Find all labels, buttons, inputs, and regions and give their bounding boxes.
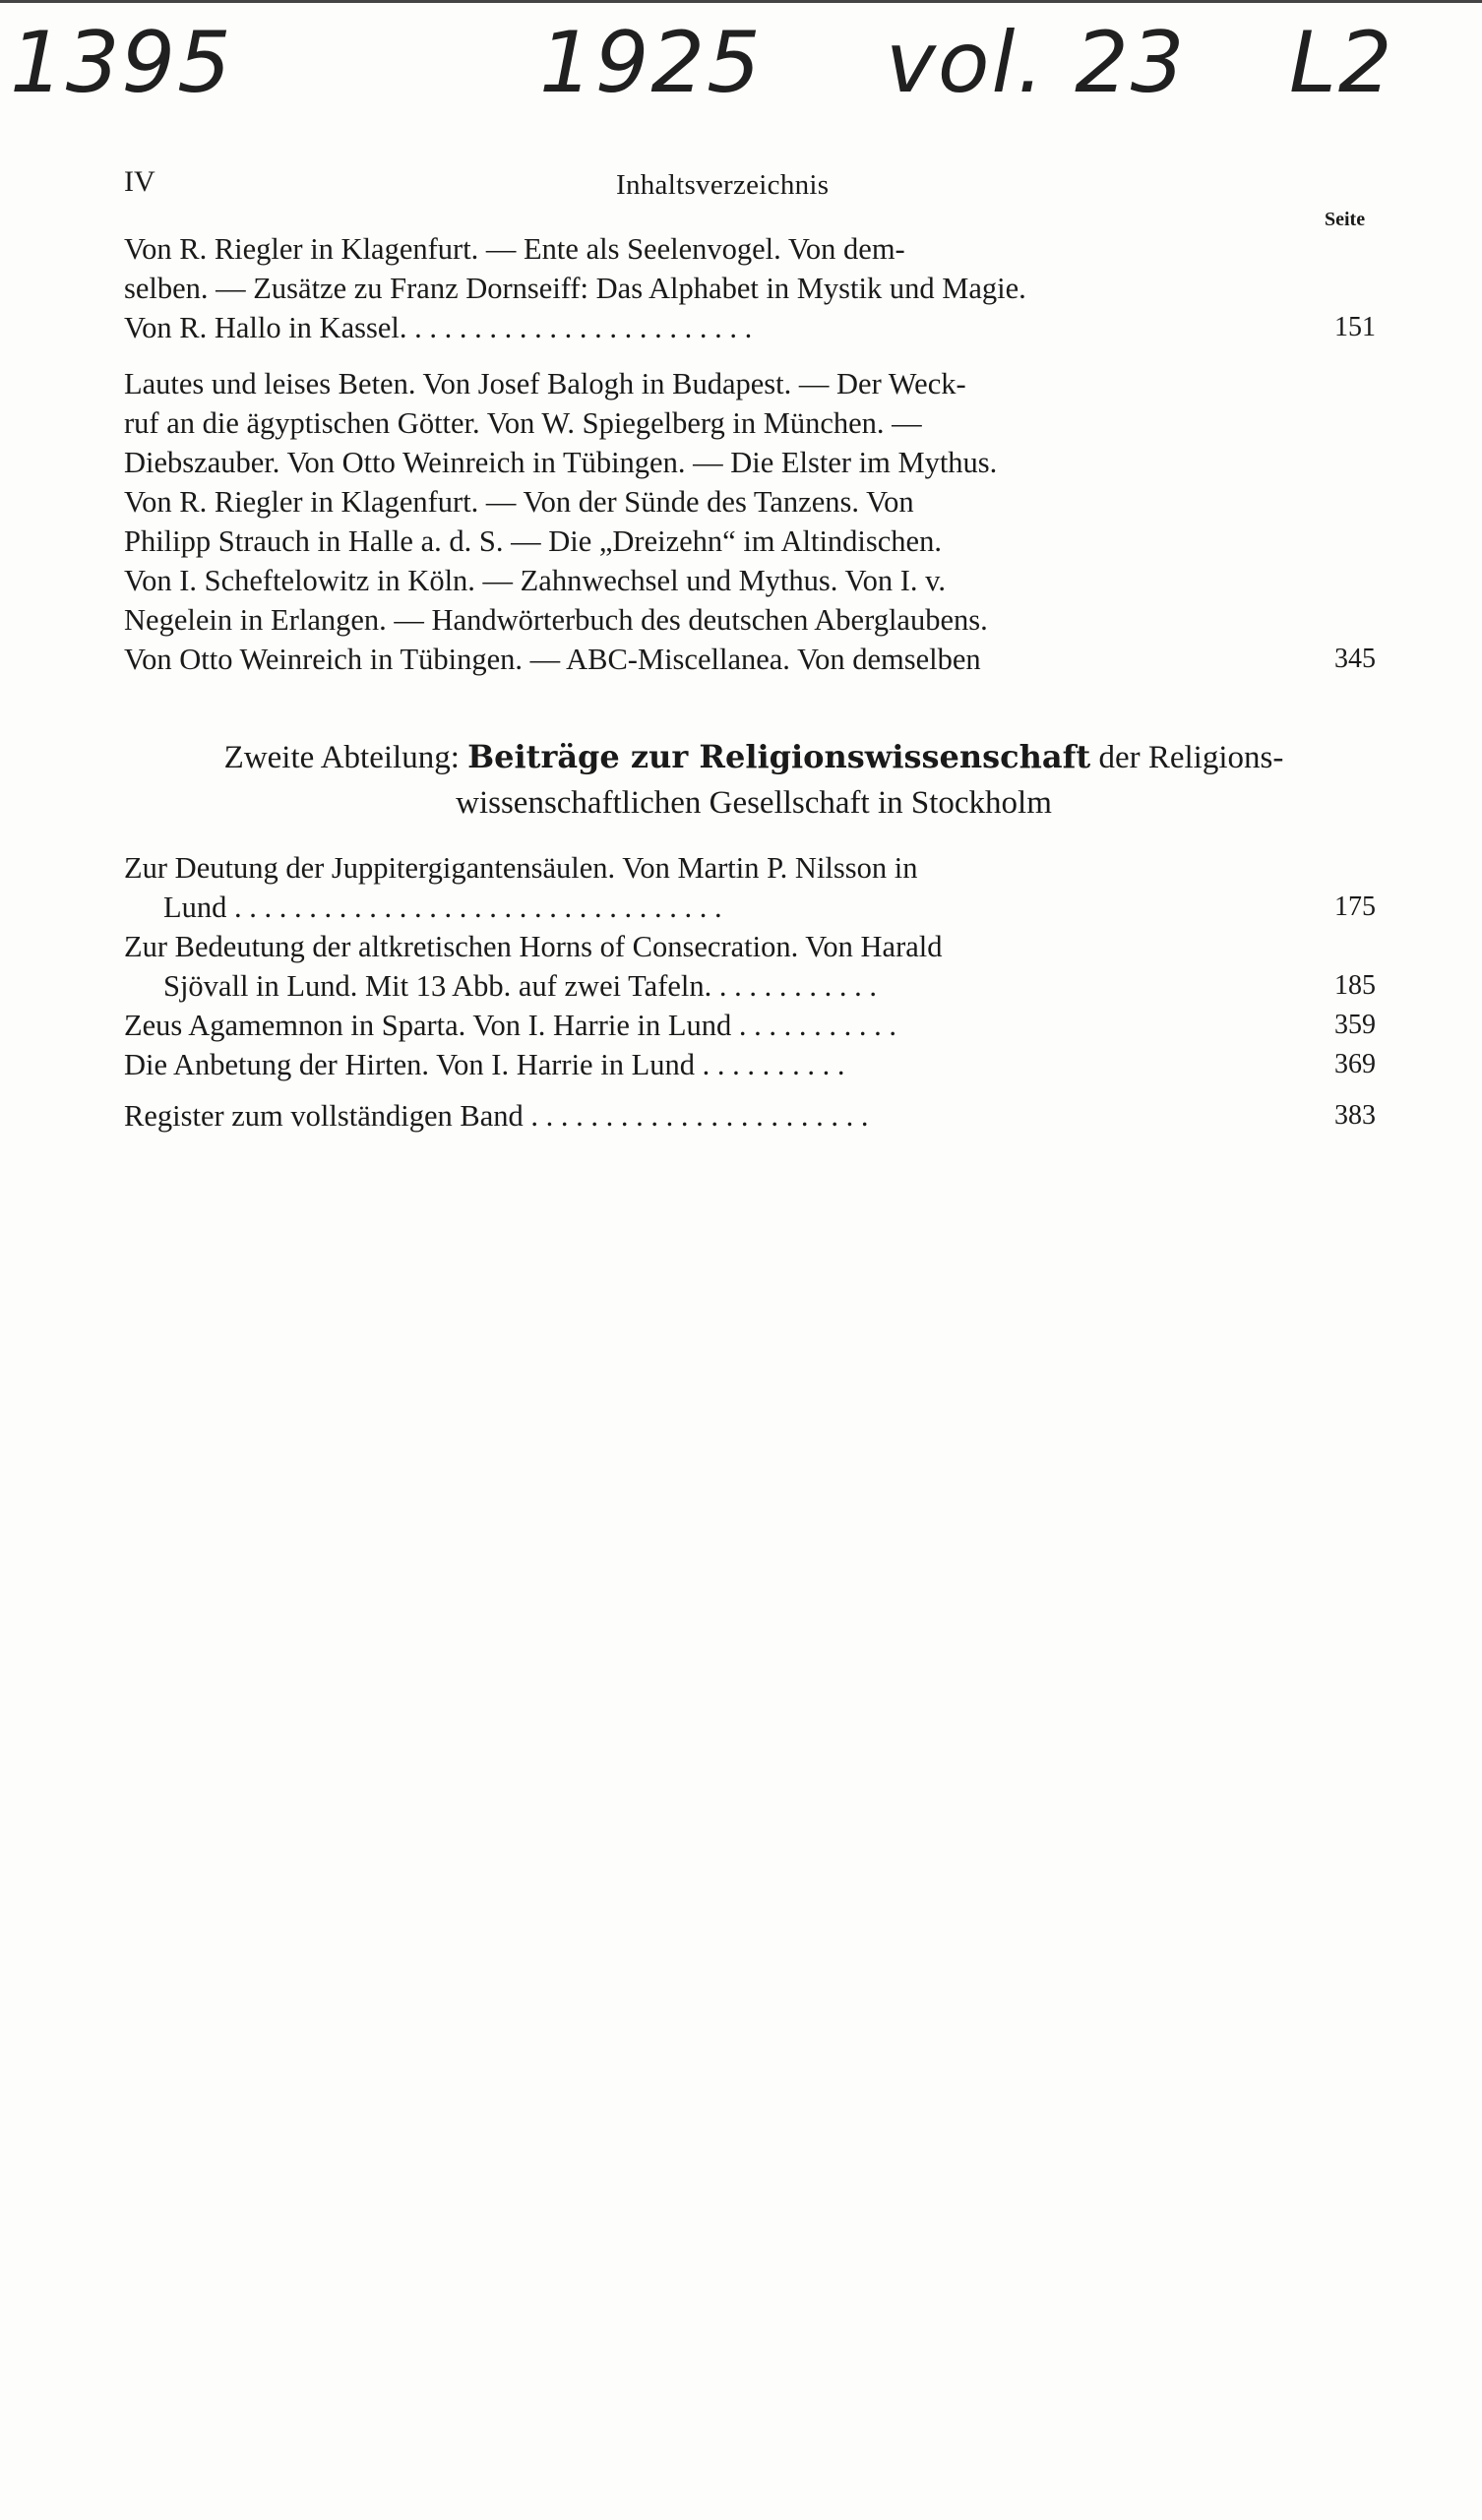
toc-entry-block-2 — [124, 364, 1384, 679]
toc-page-number: 151 — [1334, 312, 1376, 342]
section-prefix: Zweite Abteilung: — [223, 740, 460, 775]
toc-line: Register zum vollständigen Band . . . . . . . . . . . . . . . . . . . . . . . — [124, 1099, 869, 1133]
toc-entry-text — [124, 1045, 1297, 1084]
toc-page-number: 345 — [1334, 644, 1376, 674]
section-title-bold: Beiträge zur Religionswissenschaft — [467, 738, 1091, 775]
section-heading-line-1 — [124, 734, 1384, 780]
toc-line: Zur Deutung der Juppitergigantensäulen. Von Martin P. Nilsson in — [124, 851, 918, 885]
toc-line: Sjövall in Lund. Mit 13 Abb. auf zwei Tafeln. . . . . . . . . . . . — [163, 969, 877, 1003]
toc-line: Zeus Agamemnon in Sparta. Von I. Harrie in Lund . . . . . . . . . . . — [124, 1009, 896, 1042]
toc-entry-text — [124, 1006, 1297, 1045]
running-head — [124, 165, 1384, 230]
toc-page-number: 185 — [1334, 970, 1376, 1001]
toc-line: Von I. Scheftelowitz in Köln. — Zahnwechsel und Mythus. Von I. v. — [124, 564, 946, 597]
toc-entry — [124, 1006, 1384, 1045]
toc-line: Von R. Riegler in Klagenfurt. — Ente als Seelenvogel. Von dem- — [124, 232, 905, 266]
toc-page-number: 369 — [1334, 1049, 1376, 1079]
toc-page-number: 359 — [1334, 1010, 1376, 1040]
handwritten-volume: vol. 23 — [886, 14, 1187, 112]
toc-entry-text — [124, 1096, 1297, 1136]
toc-entry-block-1 — [124, 229, 1384, 347]
section-heading-line-2: wissenschaftlichen Gesellschaft in Stockholm — [456, 785, 1052, 821]
page-numeral: IV — [124, 165, 155, 198]
toc-page-number: 175 — [1334, 891, 1376, 922]
section-suffix: der Religions- — [1098, 740, 1284, 775]
handwritten-number: 1395 — [10, 14, 233, 112]
toc-entry-text — [124, 927, 1297, 1006]
toc-line: Negelein in Erlangen. — Handwörterbuch des deutschen Aberglaubens. — [124, 603, 988, 637]
toc-entry-text — [124, 364, 1297, 679]
toc-line: Zur Bedeutung der altkretischen Horns of Consecration. Von Harald — [124, 930, 943, 963]
handwritten-year: 1925 — [539, 14, 763, 112]
toc-line: Diebszauber. Von Otto Weinreich in Tübingen. — Die Elster im Mythus. — [124, 446, 998, 479]
toc-line: Von R. Hallo in Kassel. . . . . . . . . . . . . . . . . . . . . . . . — [124, 311, 753, 344]
toc-entry-text — [124, 229, 1297, 347]
page-title: Inhaltsverzeichnis — [616, 169, 830, 201]
toc-line: Lautes und leises Beten. Von Josef Balogh in Budapest. — Der Weck- — [124, 367, 966, 400]
seite-column-label: Seite — [1325, 209, 1366, 230]
toc-line: Philipp Strauch in Halle a. d. S. — Die „Dreizehn“ im Altindischen. — [124, 524, 942, 558]
handwritten-code: L2 — [1289, 14, 1394, 112]
toc-entry — [124, 1045, 1384, 1084]
toc-page-number: 383 — [1334, 1100, 1376, 1131]
toc-line: Lund . . . . . . . . . . . . . . . . . . . . . . . . . . . . . . . . . — [163, 891, 722, 924]
toc-entry — [124, 927, 1384, 1006]
toc-entry-text — [124, 848, 1297, 927]
toc-line: Von Otto Weinreich in Tübingen. — ABC-Miscellanea. Von demselben — [124, 643, 981, 676]
top-edge-rule — [0, 0, 1482, 3]
toc-line: Die Anbetung der Hirten. Von I. Harrie in Lund . . . . . . . . . . — [124, 1048, 845, 1081]
section-heading — [124, 734, 1384, 826]
toc-line: ruf an die ägyptischen Götter. Von W. Spiegelberg in München. — — [124, 406, 922, 440]
toc-line: Von R. Riegler in Klagenfurt. — Von der Sünde des Tanzens. Von — [124, 485, 914, 519]
toc-entry — [124, 848, 1384, 927]
toc-line: selben. — Zusätze zu Franz Dornseiff: Das Alphabet in Mystik und Magie. — [124, 272, 1026, 305]
toc-entry — [124, 1096, 1384, 1136]
